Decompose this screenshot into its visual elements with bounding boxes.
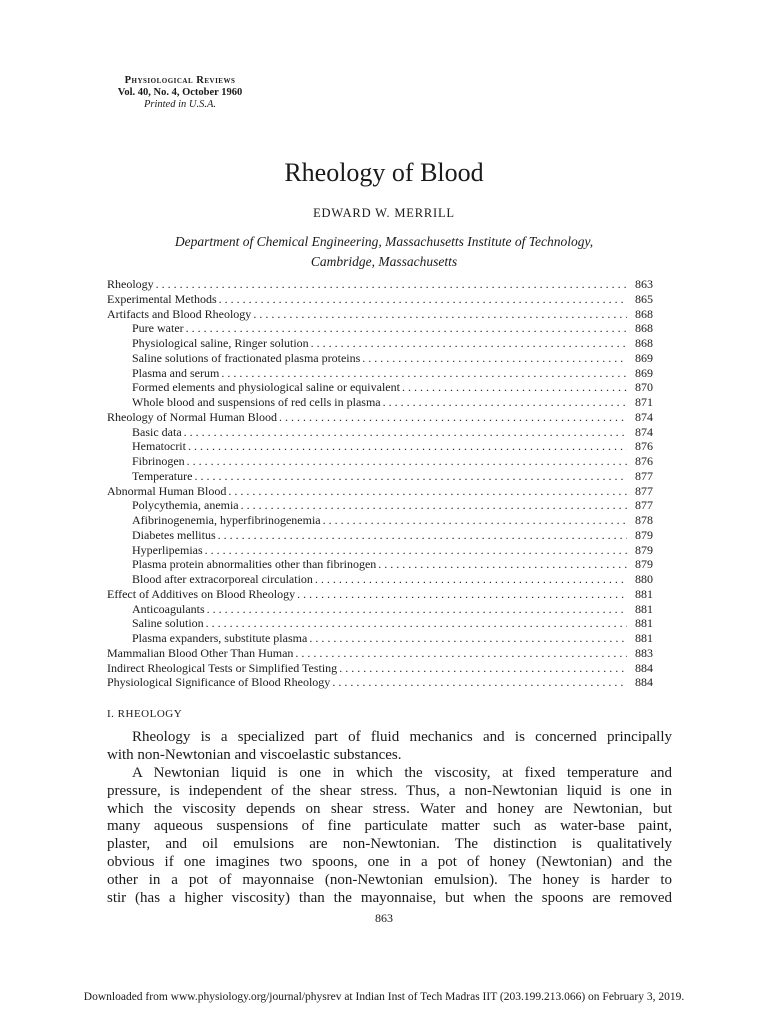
toc-entry (107, 646, 653, 661)
toc-entry (107, 395, 653, 410)
toc-entry (107, 439, 653, 454)
table-of-contents (107, 277, 653, 690)
toc-entry (107, 513, 653, 528)
toc-page: 874 (635, 409, 653, 424)
toc-leader (207, 602, 627, 617)
toc-leader (323, 513, 627, 528)
toc-entry (107, 292, 653, 307)
toc-leader (311, 336, 627, 351)
toc-label: Effect of Additives on Blood Rheology (107, 586, 296, 601)
toc-label: Plasma protein abnormalities other than fibrinogen (132, 557, 377, 572)
toc-page: 869 (635, 365, 653, 380)
toc-label: Basic data (132, 424, 182, 439)
toc-entry (107, 484, 653, 499)
toc-page: 863 (635, 277, 653, 291)
toc-label: Afibrinogenemia, hyperfibrinogenemia (132, 513, 321, 527)
toc-page: 878 (635, 513, 653, 527)
toc-entry (107, 661, 653, 676)
toc-label: Whole blood and suspensions of red cells in plasma (132, 395, 381, 409)
toc-label: Formed elements and physiological saline or equivalent (132, 380, 400, 395)
toc-page: 877 (635, 498, 653, 513)
toc-page: 870 (635, 380, 653, 395)
toc-page: 868 (635, 306, 653, 321)
toc-leader (194, 469, 627, 484)
printed-note: Printed in U.S.A. (143, 99, 217, 110)
affiliation-line: Department of Chemical Engineering, Massachusetts Institute of Technology, (174, 234, 594, 249)
toc-entry (107, 557, 653, 572)
toc-entry (107, 528, 653, 543)
toc-page: 877 (635, 468, 653, 483)
toc-page: 884 (635, 660, 653, 675)
toc-label: Plasma and serum (132, 365, 220, 380)
toc-leader (315, 572, 627, 587)
toc-label: Hematocrit (132, 439, 186, 454)
toc-entry (107, 351, 653, 366)
toc-leader (186, 321, 627, 336)
toc-page: 879 (635, 542, 653, 557)
toc-leader (156, 277, 627, 292)
body-line: A Newtonian liquid is one in which the viscosity, at fixed temperature and (132, 764, 672, 781)
toc-leader (219, 292, 627, 307)
toc-page: 877 (635, 483, 653, 498)
toc-entry (107, 543, 653, 558)
toc-label: Indirect Rheological Tests or Simplified Testing (107, 660, 338, 675)
toc-entry (107, 410, 653, 425)
toc-page: 884 (635, 675, 653, 690)
toc-entry (107, 366, 653, 381)
journal-name: Physiological Reviews (124, 75, 236, 86)
body-line: which the viscosity depends on shear stress. Water and honey are Newtonian, but (107, 800, 672, 817)
toc-entry (107, 469, 653, 484)
toc-entry (107, 587, 653, 602)
toc-entry (107, 572, 653, 587)
toc-leader (218, 528, 627, 543)
toc-page: 881 (635, 586, 653, 601)
toc-label: Hyperlipemias (132, 542, 203, 557)
toc-entry (107, 498, 653, 513)
toc-page: 880 (635, 572, 653, 586)
body-line: with non-Newtonian and viscoelastic substances. (107, 746, 402, 763)
section-heading: I. RHEOLOGY (107, 708, 183, 720)
toc-leader (402, 380, 627, 395)
body-line: plaster, and oil emulsions are non-Newtonian. The distinction is qualitatively (107, 836, 672, 853)
toc-page: 879 (635, 557, 653, 572)
toc-label: Pure water (132, 321, 184, 336)
toc-label: Anticoagulants (132, 601, 205, 616)
body-line: pressure, is independent of the shear stress. Thus, a non-Newtonian liquid is one in (107, 782, 672, 799)
toc-label: Abnormal Human Blood (107, 483, 227, 498)
toc-entry (107, 380, 653, 395)
page-number: 863 (375, 911, 393, 925)
toc-leader (206, 616, 627, 631)
toc-page: 876 (635, 439, 653, 454)
toc-label: Physiological saline, Ringer solution (132, 336, 309, 350)
toc-leader (295, 646, 627, 661)
toc-page: 876 (635, 454, 653, 468)
toc-page: 869 (635, 350, 653, 365)
body-line: many aqueous suspensions of fine particulate matter such as water-base paint, (107, 818, 672, 835)
toc-entry (107, 454, 653, 469)
toc-page: 879 (635, 527, 653, 542)
toc-leader (184, 425, 627, 440)
toc-entry (107, 307, 653, 322)
toc-entry (107, 631, 653, 646)
volume-info: Vol. 40, No. 4, October 1960 (117, 87, 243, 98)
toc-label: Temperature (132, 468, 193, 483)
toc-leader (205, 543, 627, 558)
body-line: obvious if one imagines two spoons, one in a pot of honey (Newtonian) and the (107, 854, 672, 871)
article-title: Rheology of Blood (284, 158, 484, 187)
toc-entry (107, 277, 653, 292)
toc-leader (309, 631, 627, 646)
toc-page: 874 (635, 424, 653, 439)
body-line: Rheology is a specialized part of fluid mechanics and is concerned principally (132, 729, 672, 745)
toc-label: Plasma expanders, substitute plasma (132, 631, 308, 645)
toc-label: Rheology (107, 277, 154, 291)
toc-page: 881 (635, 601, 653, 616)
toc-label: Artifacts and Blood Rheology (107, 306, 252, 321)
body-text (107, 729, 672, 908)
toc-entry (107, 602, 653, 617)
toc-label: Physiological Significance of Blood Rheology (107, 675, 331, 690)
toc-label: Saline solutions of fractionated plasma proteins (132, 350, 361, 365)
toc-entry (107, 336, 653, 351)
toc-entry (107, 425, 653, 440)
toc-leader (187, 454, 627, 469)
toc-page: 871 (635, 395, 653, 409)
toc-leader (297, 587, 627, 602)
toc-page: 868 (635, 321, 653, 336)
toc-entry (107, 675, 653, 690)
toc-leader (241, 498, 627, 513)
toc-leader (279, 410, 627, 425)
toc-leader (378, 557, 627, 572)
toc-leader (332, 675, 627, 690)
toc-page: 881 (635, 616, 653, 631)
toc-leader (228, 484, 627, 499)
toc-label: Fibrinogen (132, 454, 185, 468)
toc-label: Rheology of Normal Human Blood (107, 409, 277, 424)
toc-entry (107, 616, 653, 631)
toc-entry (107, 321, 653, 336)
toc-page: 865 (635, 291, 653, 306)
toc-label: Experimental Methods (107, 291, 217, 306)
toc-label: Blood after extracorporeal circulation (132, 572, 313, 586)
toc-leader (383, 395, 627, 410)
toc-label: Saline solution (132, 616, 204, 631)
toc-leader (362, 351, 627, 366)
toc-label: Polycythemia, anemia (132, 498, 239, 513)
toc-page: 868 (635, 336, 653, 350)
toc-leader (221, 366, 627, 381)
affiliation (0, 232, 768, 272)
toc-leader (188, 439, 627, 454)
toc-page: 883 (635, 645, 653, 660)
toc-leader (253, 307, 627, 322)
toc-leader (339, 661, 627, 676)
toc-page: 881 (635, 631, 653, 645)
journal-header (100, 75, 260, 111)
download-footer: Downloaded from www.physiology.org/journal/physrev at Indian Inst of Tech Madras IIT (203.199.213.066) on February 3, 2019. (83, 991, 685, 1003)
body-line: other in a pot of mayonnaise (non-Newtonian emulsion). The honey is harder to (107, 872, 672, 889)
toc-label: Mammalian Blood Other Than Human (107, 645, 294, 660)
affiliation-line: Cambridge, Massachusetts (310, 254, 458, 269)
body-line: stir (has a higher viscosity) than the mayonnaise, but when the spoons are removed (107, 890, 672, 907)
author-name: EDWARD W. MERRILL (313, 206, 455, 220)
toc-label: Diabetes mellitus (132, 527, 216, 542)
